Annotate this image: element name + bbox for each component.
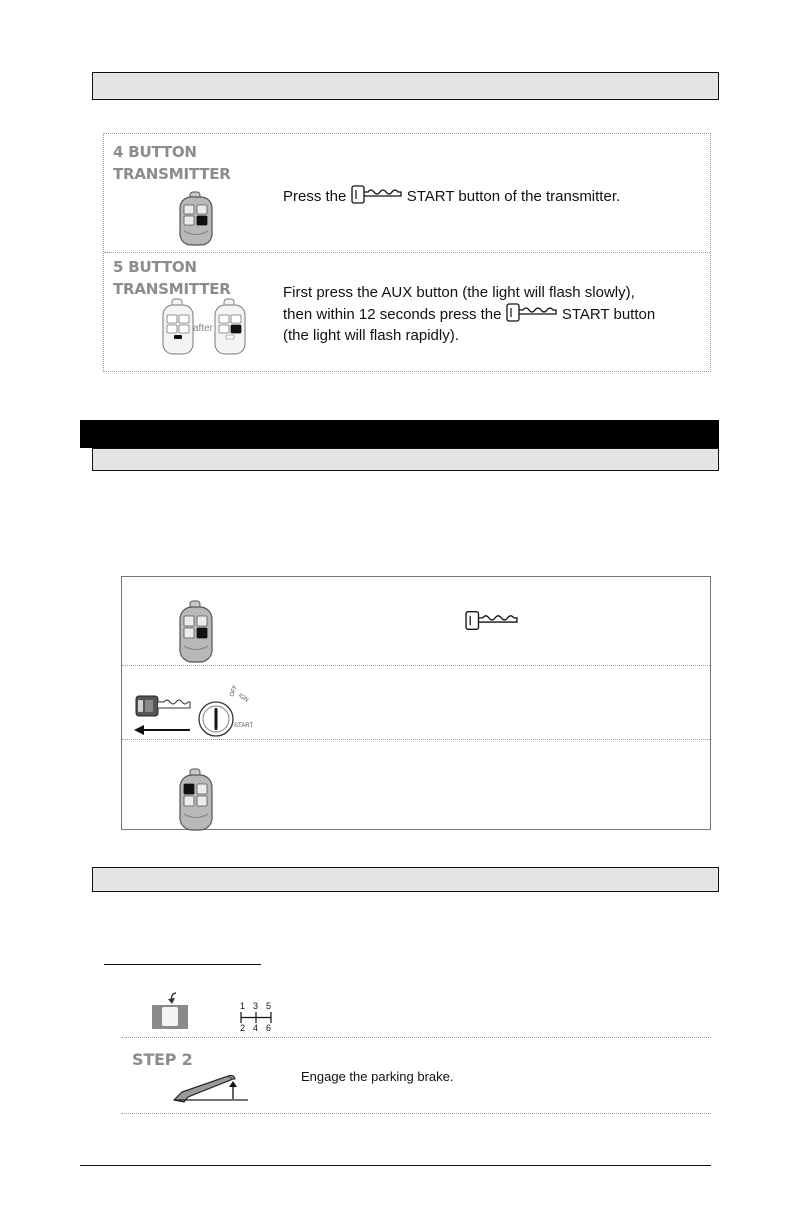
section-black-bar xyxy=(80,420,719,448)
key-icon xyxy=(465,610,519,632)
key-icon xyxy=(506,303,558,323)
section-header-bar-2 xyxy=(92,448,719,471)
shift-pattern-top: 1 3 5 xyxy=(239,1001,273,1011)
panel-divider xyxy=(122,739,710,740)
five-button-title: 5 BUTTON TRANSMITTER xyxy=(113,258,231,298)
step-two-text: Engage the parking brake. xyxy=(301,1069,454,1084)
ignition-off-label: OFF xyxy=(229,684,239,698)
shift-pattern-bottom: 2 4 6 xyxy=(239,1023,273,1033)
five-button-instruction: First press the AUX button (the light will flash slowly), then within 12 seconds press the START button (the light will flash rapidly). xyxy=(283,284,656,344)
panel-divider xyxy=(104,252,710,253)
ignition-ign-label: IGN xyxy=(236,692,250,704)
remote-lock-icon xyxy=(177,768,215,832)
ignition-start-label: START xyxy=(234,723,254,729)
section-header-bar-1 xyxy=(92,72,719,100)
four-button-remote-icon xyxy=(177,191,215,247)
after-label: after xyxy=(193,323,214,334)
step-two-title: STEP 2 xyxy=(132,1050,193,1069)
ignition-key-icon xyxy=(130,676,266,738)
five-button-remote-icon xyxy=(160,298,196,356)
section-header-bar-3 xyxy=(92,867,719,892)
underline-rule xyxy=(104,964,261,965)
key-icon xyxy=(351,185,403,205)
four-button-instruction: Press the START button of the transmitter. xyxy=(283,185,620,207)
remote-start-icon xyxy=(177,600,215,664)
step-divider xyxy=(121,1037,711,1038)
five-button-remote-icon-2 xyxy=(212,298,248,356)
panel-divider xyxy=(122,665,710,666)
footer-rule xyxy=(80,1165,711,1166)
four-button-title: 4 BUTTON TRANSMITTER xyxy=(113,143,231,183)
shift-pattern xyxy=(234,1002,278,1033)
step-divider xyxy=(121,1113,711,1114)
parking-brake-icon xyxy=(170,1070,250,1106)
gear-shift-icon xyxy=(150,990,190,1030)
